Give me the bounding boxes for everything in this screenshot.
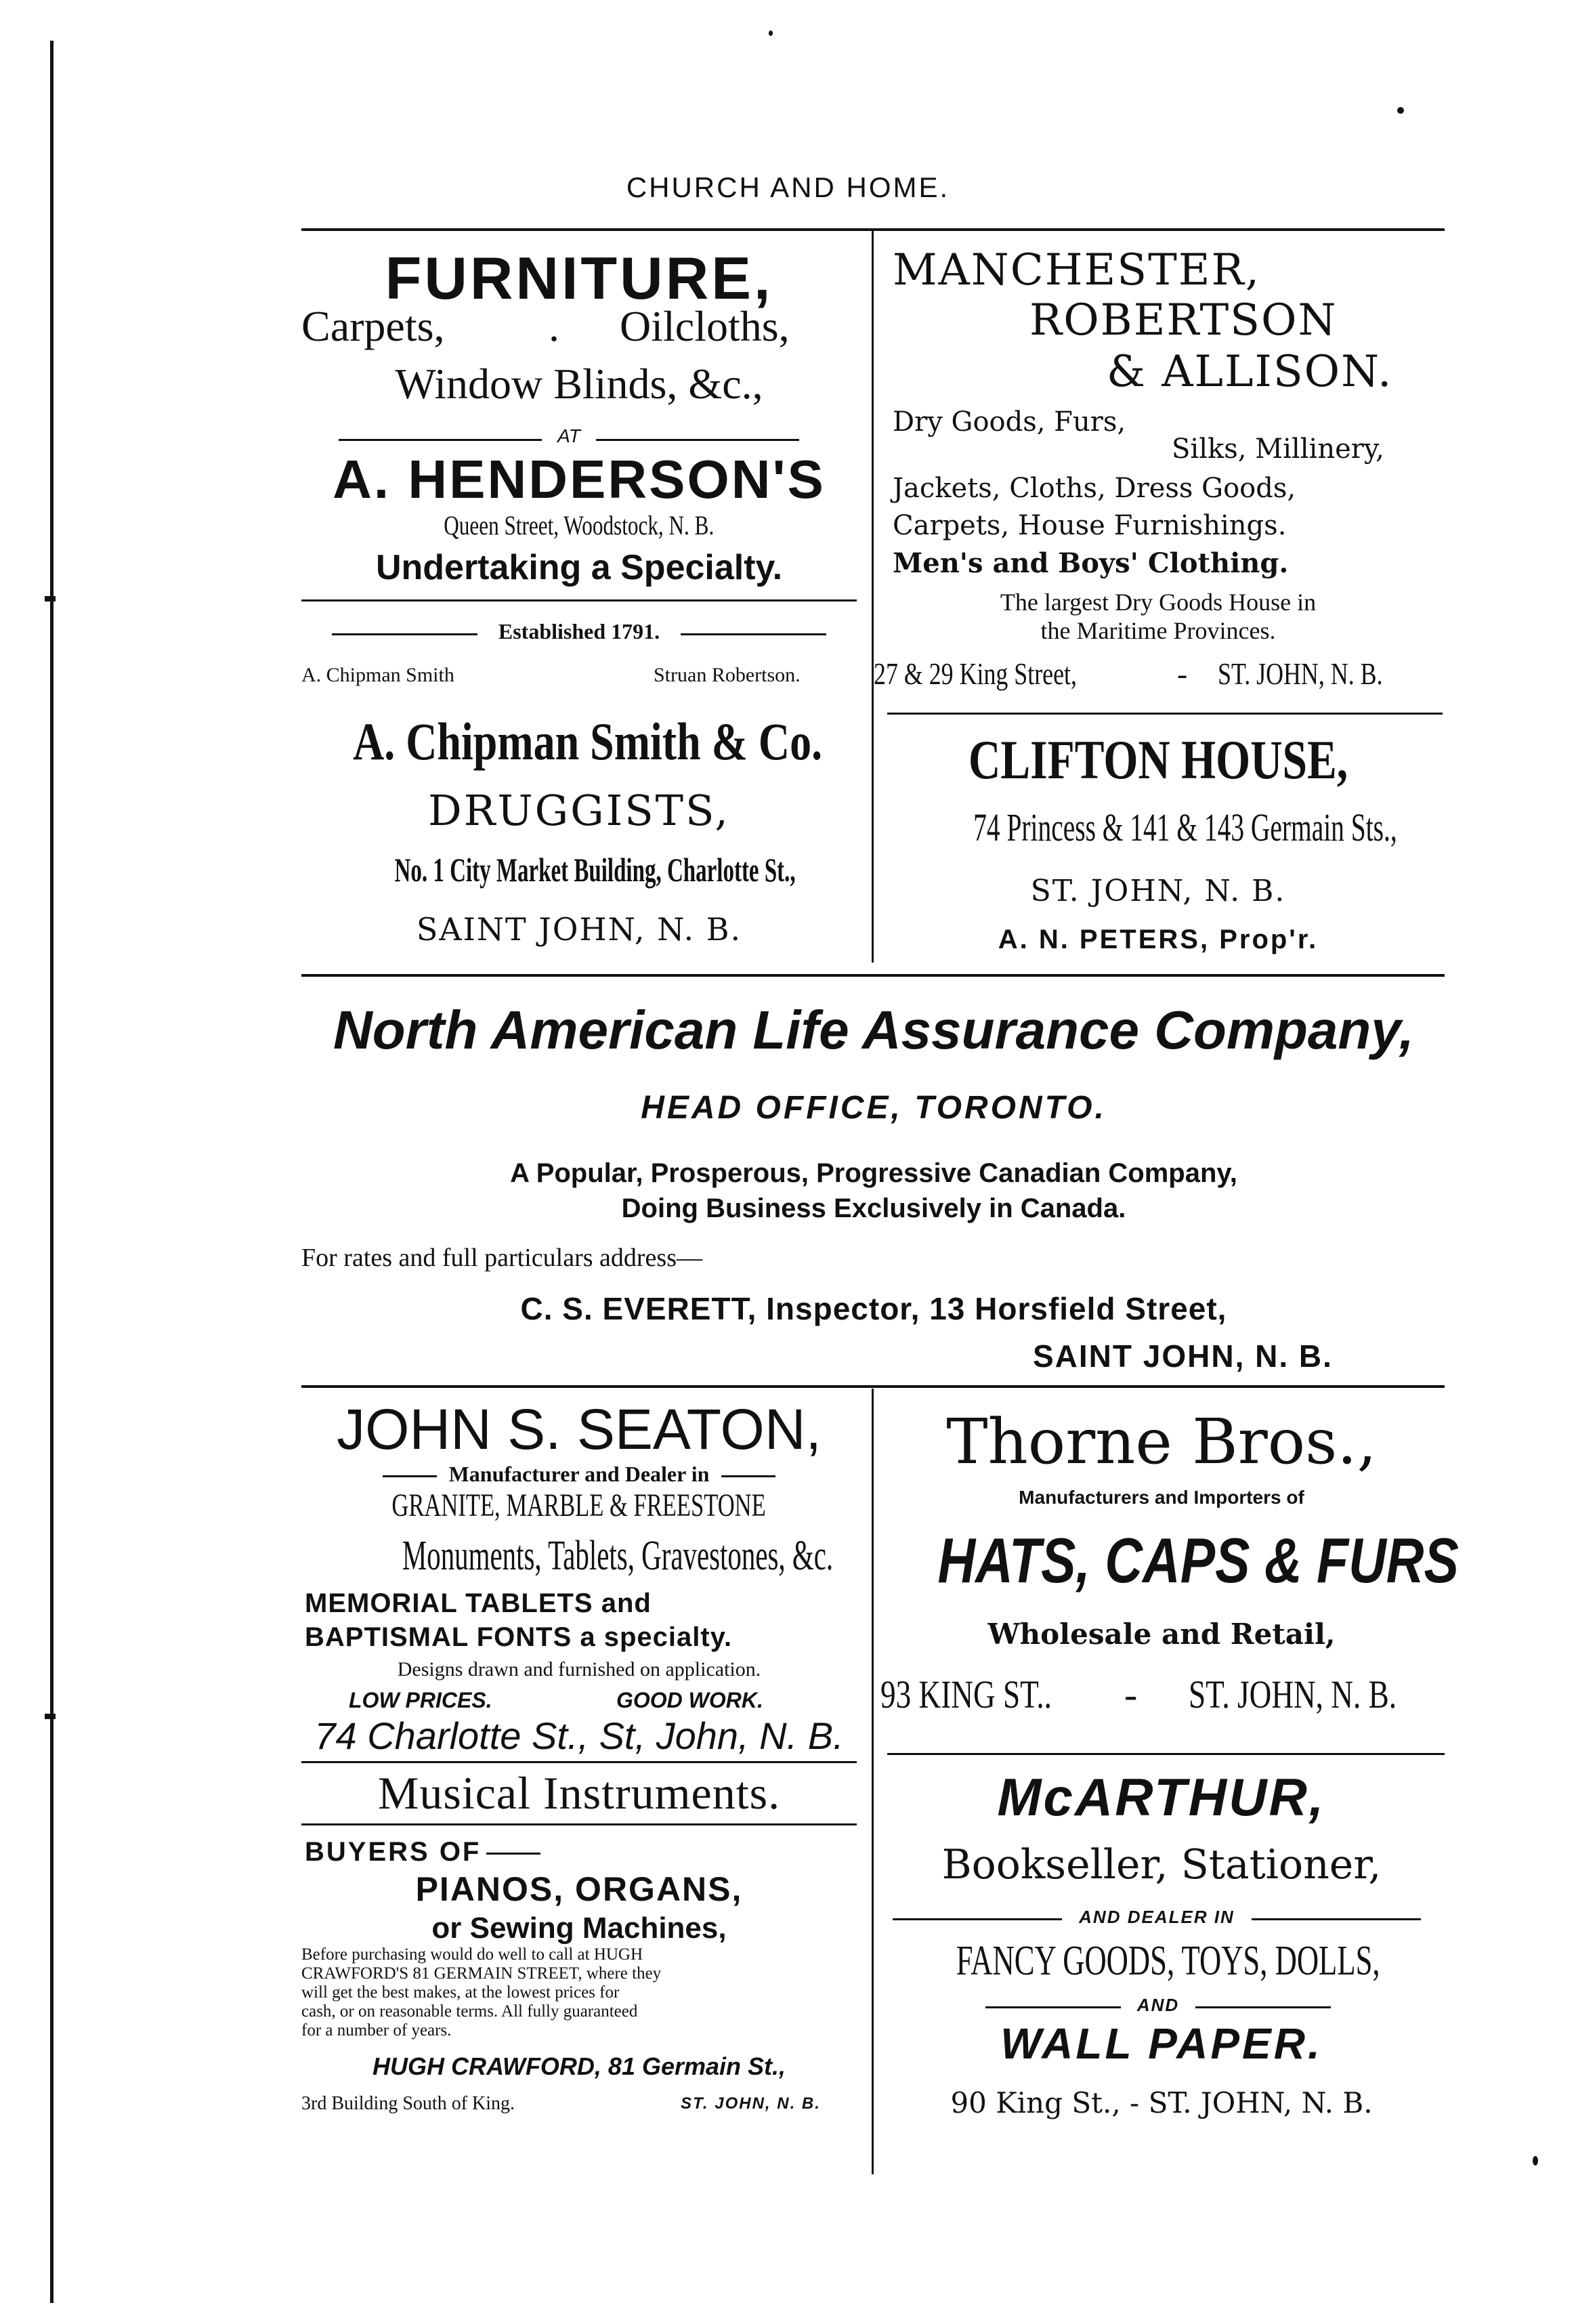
ad-headline: FURNITURE, (385, 245, 773, 312)
ad-line: Window Blinds, &c., (395, 360, 763, 408)
divider-column-bottom (872, 1389, 874, 2174)
ad-body: cash, or on reasonable terms. All fully guaranteed (301, 2002, 638, 2021)
ad-line: Carpets, (301, 302, 445, 350)
ad-goods-text: FANCY GOODS, TOYS, DOLLS, (956, 1938, 1380, 1984)
ad-line: the Maritime Provinces. (1040, 617, 1276, 644)
rule-wavy (893, 1918, 1062, 1920)
ad-materials-text: GRANITE, MARBLE & FREESTONE (391, 1487, 767, 1523)
ad-address-text: No. 1 City Market Building, Charlotte St., (394, 851, 796, 889)
ad-low-prices: LOW PRICES. (349, 1688, 492, 1712)
ad-location: 3rd Building South of King. (301, 2093, 515, 2114)
ad-city (1218, 656, 1429, 692)
ad-products (291, 1532, 867, 1580)
ad-line: Carpets, House Furnishings. (893, 510, 1287, 541)
ad-line: Jackets, Cloths, Dress Goods, (893, 473, 1296, 504)
ad-proprietor: A. N. PETERS, Prop'r. (998, 925, 1319, 954)
ad-body: for a number of years. (301, 2021, 452, 2040)
ad-and: AND (1136, 1995, 1180, 2015)
rule-short (596, 439, 799, 441)
ad-signature: HUGH CRAWFORD, 81 Germain St., (372, 2052, 786, 2080)
ad-name-text: CLIFTON HOUSE, (968, 729, 1348, 790)
ad-body: will get the best makes, at the lowest prices for (301, 1983, 620, 2002)
ad-address (880, 1672, 1100, 1717)
ad-goods (874, 1937, 1449, 1985)
arrow-line (486, 1853, 540, 1855)
ad-buyers: BUYERS OF (305, 1837, 482, 1867)
binding-edge-tick (45, 596, 56, 601)
ad-specialty: BAPTISMAL FONTS a specialty. (305, 1622, 733, 1652)
ad-role: Manufacturers and Importers of (1019, 1487, 1304, 1508)
ad-address-text: 74 Princess & 141 & 143 Germain Sts., (973, 805, 1397, 849)
ad-line: A Popular, Prosperous, Progressive Canadian Company, (510, 1158, 1237, 1188)
ad-name: JOHN S. SEATON, (337, 1397, 822, 1461)
rule-short (383, 1475, 437, 1477)
ad-name-line: MANCHESTER, (893, 245, 1261, 295)
speck (1533, 2156, 1538, 2165)
ad-line: For rates and full particulars address— (301, 1244, 702, 1272)
ad-contact: C. S. EVERETT, Inspector, 13 Horsfield Street, (520, 1291, 1227, 1326)
ad-city (1189, 1672, 1455, 1717)
ad-name (880, 728, 1436, 792)
ad-body: Before purchasing would do well to call at HUGH (301, 1945, 643, 1964)
ad-name-line: ROBERTSON (1029, 295, 1338, 345)
divider (301, 1823, 857, 1825)
ad-role: Manufacturer and Dealer in (448, 1462, 710, 1486)
ad-designs: Designs drawn and furnished on application. (397, 1658, 761, 1681)
ad-city-text: ST. JOHN, N. B. (1189, 1672, 1397, 1716)
ad-line: Silks, Millinery, (1172, 434, 1384, 465)
ad-name-line: & ALLISON. (1107, 347, 1393, 397)
ad-items: PIANOS, ORGANS, (415, 1870, 743, 1908)
ad-city: ST. JOHN, N. B. (681, 2094, 821, 2113)
ad-trade: Bookseller, Stationer, (941, 1841, 1382, 1888)
ad-dash: - (1177, 656, 1188, 691)
ad-address: 74 Charlotte St., St, John, N. B. (314, 1714, 844, 1757)
ad-wallpaper: WALL PAPER. (1000, 2019, 1323, 2068)
binding-edge-line (50, 41, 54, 2303)
ad-address (301, 509, 857, 541)
ad-address (874, 805, 1449, 850)
ad-city: ST. JOHN, N. B. (1030, 874, 1286, 908)
ad-address: 90 King St., - ST. JOHN, N. B. (950, 2086, 1373, 2119)
ad-established: Established 1791. (498, 619, 660, 643)
ad-line: Doing Business Exclusively in Canada. (621, 1193, 1126, 1223)
ad-name: North American Life Assurance Company, (333, 1000, 1414, 1060)
divider (301, 599, 857, 601)
rule-wavy (985, 2006, 1121, 2008)
ad-name: A. HENDERSON'S (333, 449, 826, 509)
ad-address-text: 27 & 29 King Street, (874, 656, 1077, 691)
ad-line: Dry Goods, Furs, (893, 406, 1126, 438)
rule-wavy (1195, 2006, 1331, 2008)
ad-materials (301, 1487, 857, 1524)
speck (1397, 107, 1404, 114)
ad-city: SAINT JOHN, N. B. (1033, 1338, 1333, 1374)
speck (769, 30, 773, 36)
ad-trade: Wholesale and Retail, (987, 1618, 1336, 1651)
divider-column-top (872, 231, 874, 963)
ad-name (301, 711, 864, 772)
ad-dash: - (1124, 1672, 1138, 1716)
ad-or: or Sewing Machines, (431, 1911, 727, 1945)
ad-line: The largest Dry Goods House in (1000, 589, 1317, 616)
ad-city-text: ST. JOHN, N. B. (1218, 656, 1383, 691)
ad-address-text: Queen Street, Woodstock, N. B. (444, 510, 715, 541)
ad-address-text: 93 KING ST.. (880, 1672, 1052, 1716)
ad-name: McARTHUR, (997, 1767, 1326, 1827)
divider-full (301, 1385, 1445, 1388)
ad-name: Thorne Bros., (946, 1406, 1377, 1478)
binding-edge-tick (45, 1714, 56, 1719)
page-title: CHURCH AND HOME. (626, 171, 950, 203)
divider (301, 1761, 857, 1763)
ad-tagline: Undertaking a Specialty. (375, 548, 783, 587)
divider-full (301, 974, 1445, 977)
ad-goods (880, 1524, 1459, 1597)
ad-address (874, 656, 1134, 692)
ad-address (291, 850, 867, 889)
rule-short (332, 633, 477, 635)
ad-name-text: A. Chipman Smith & Co. (353, 712, 823, 771)
rule-short (681, 633, 826, 635)
ad-goods-text: HATS, CAPS & FURS (937, 1525, 1459, 1596)
ad-line: Men's and Boys' Clothing. (893, 547, 1289, 579)
ad-office: HEAD OFFICE, TORONTO. (641, 1090, 1107, 1126)
ad-partner: A. Chipman Smith (301, 664, 454, 686)
ad-line: . (549, 302, 559, 350)
rule-short (339, 439, 542, 441)
rule-wavy (1252, 1918, 1421, 1920)
ad-dealer: AND DEALER IN (1079, 1907, 1235, 1927)
ad-body: CRAWFORD'S 81 GERMAIN STREET, where they (301, 1964, 662, 1983)
ad-headline: Musical Instruments. (377, 1767, 781, 1819)
ad-trade: DRUGGISTS, (428, 786, 730, 835)
rule-short (721, 1475, 775, 1477)
divider (887, 1753, 1445, 1755)
ad-city: SAINT JOHN, N. B. (416, 911, 742, 948)
ad-products-text: Monuments, Tablets, Gravestones, &c. (402, 1533, 834, 1579)
ad-at: AT (557, 425, 580, 446)
divider (887, 713, 1443, 715)
ad-line: Oilcloths, (620, 302, 790, 350)
ad-specialty: MEMORIAL TABLETS and (305, 1588, 652, 1618)
ad-partner: Struan Robertson. (654, 664, 801, 686)
ad-good-work: GOOD WORK. (616, 1688, 763, 1712)
